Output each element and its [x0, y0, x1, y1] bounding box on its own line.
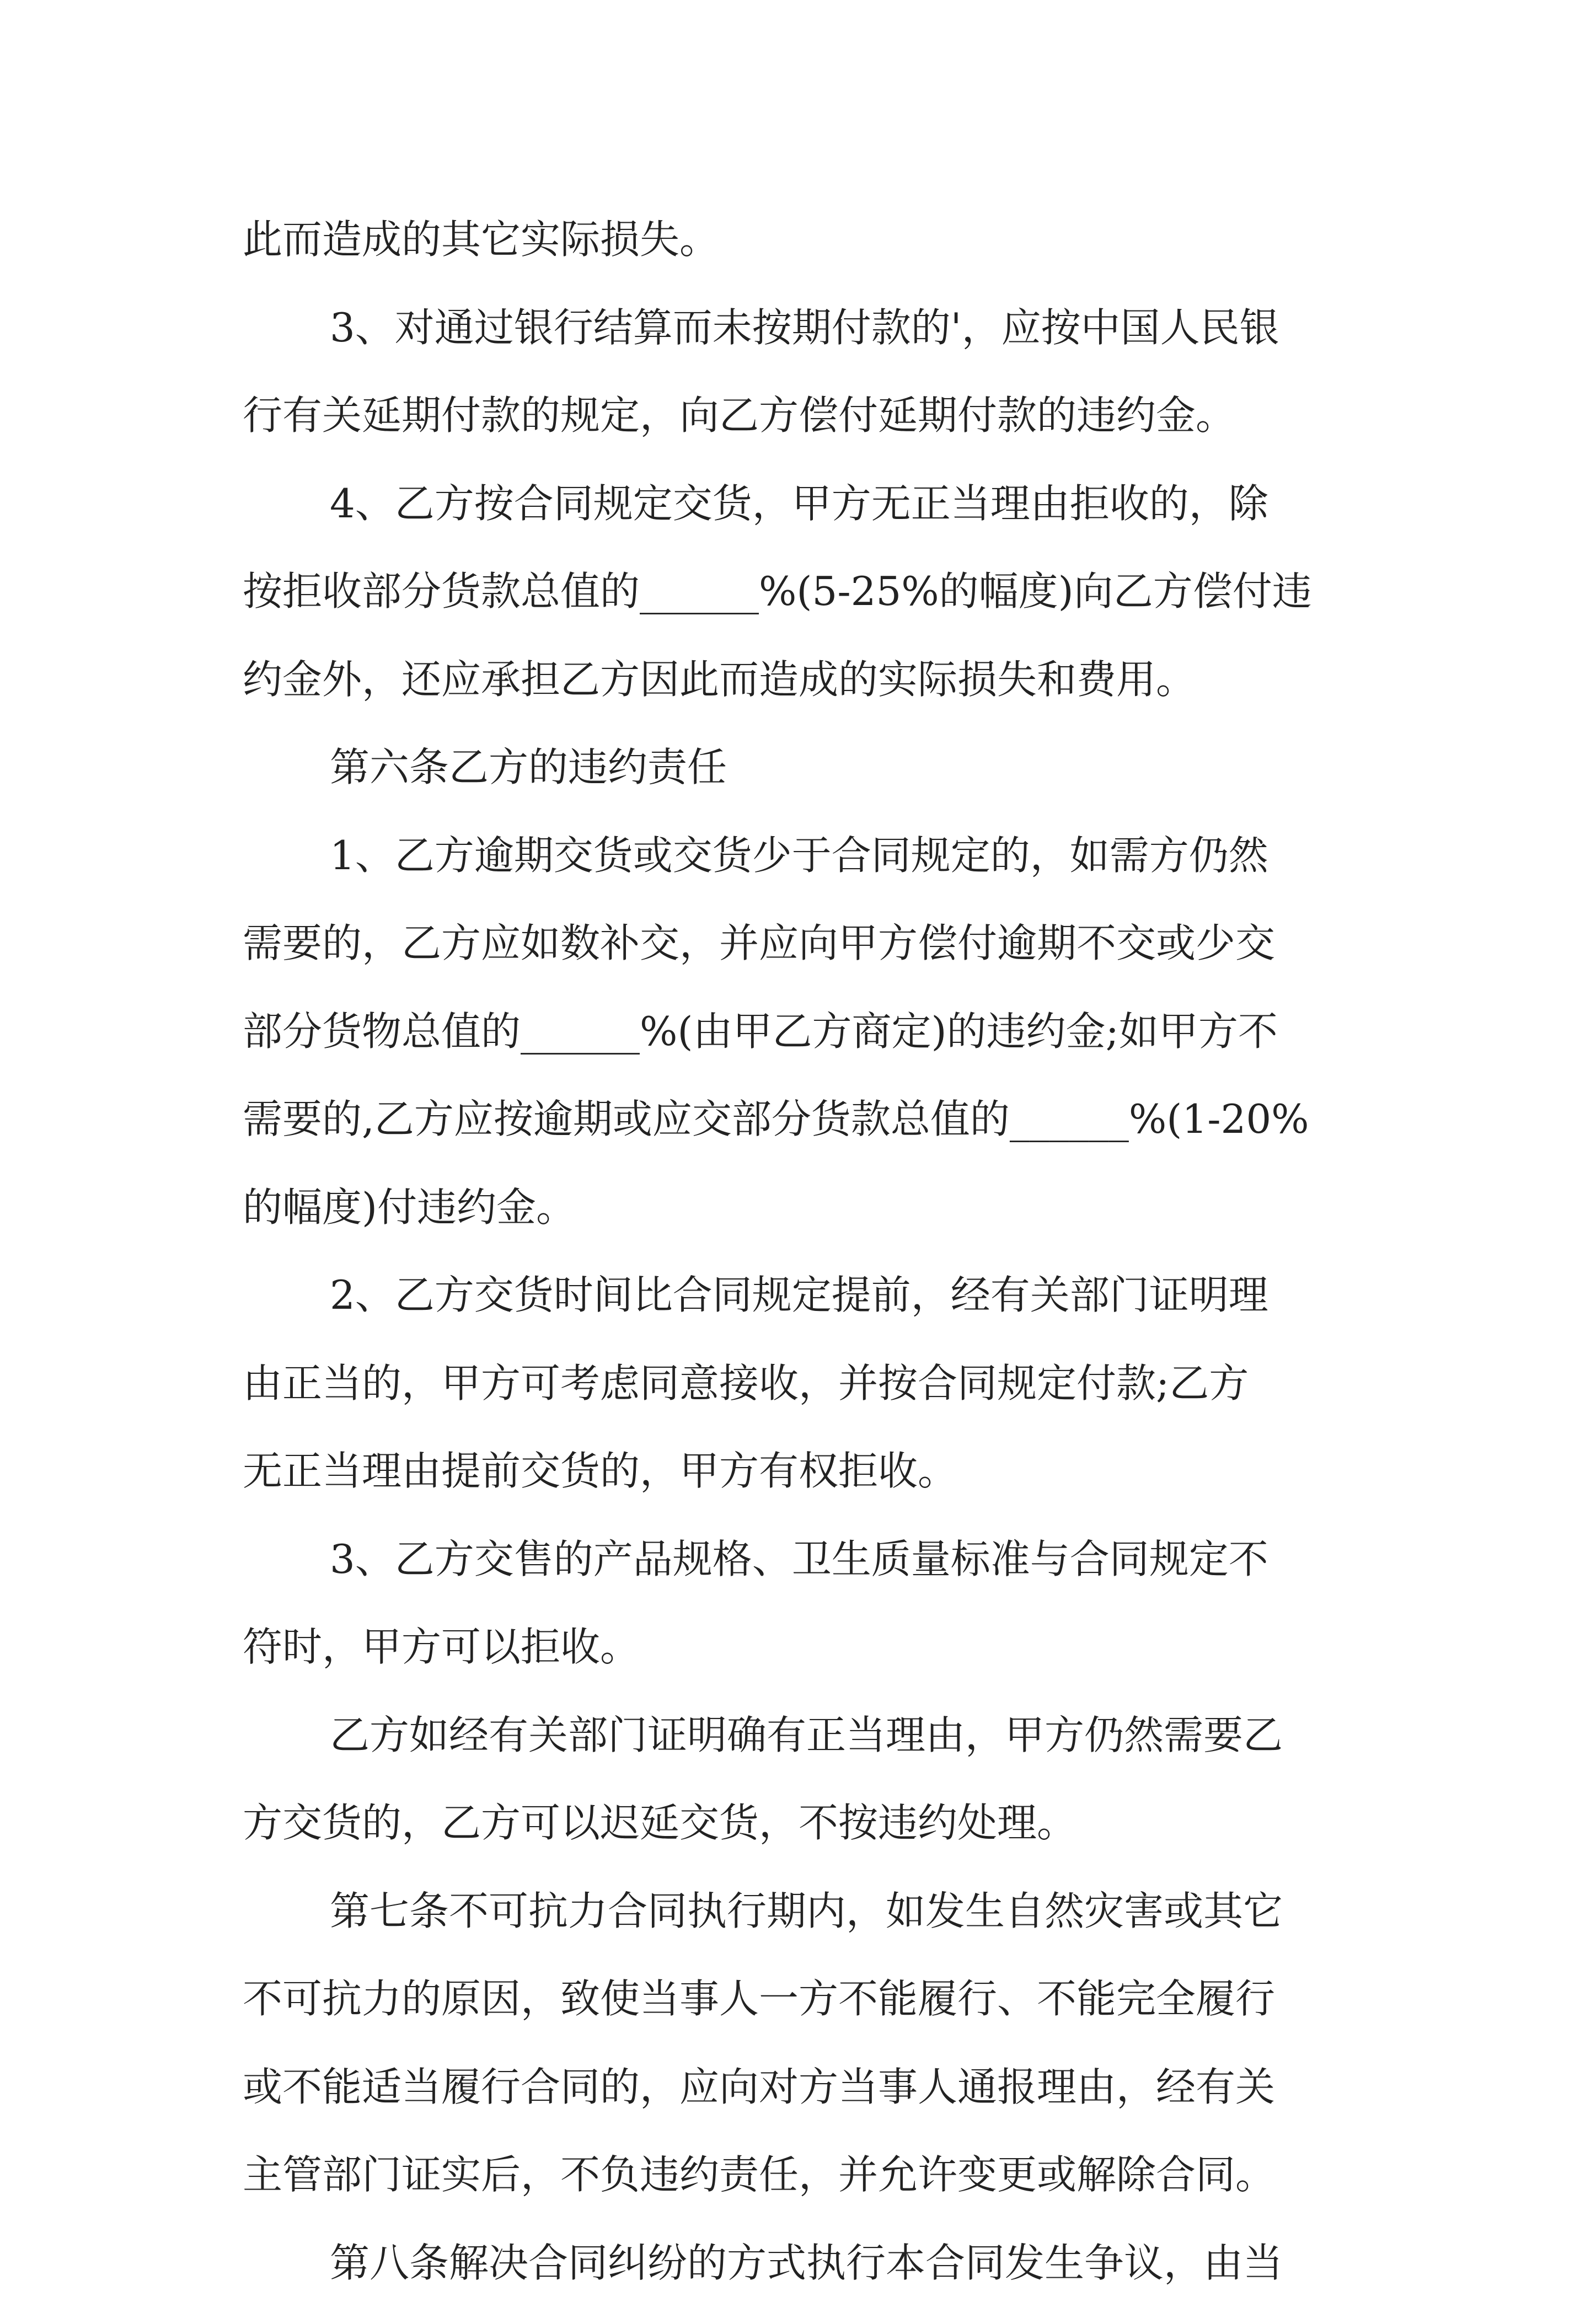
text-line-22: 或不能适当履行合同的，应向对方当事人通报理由，经有关: [243, 2043, 1373, 2132]
text-line-14: 由正当的，甲方可考虑同意接收，并按合同规定付款;乙方: [243, 1340, 1373, 1428]
text-line-11: 需要的,乙方应按逾期或应交部分货款总值的______%(1-20%: [243, 1075, 1373, 1164]
text-line-10: 部分货物总值的______%(由甲乙方商定)的违约金;如甲方不: [243, 988, 1373, 1076]
text-line-2: 3、对通过银行结算而未按期付款的'，应按中国人民银: [243, 284, 1373, 372]
section-heading-article-6: 第六条乙方的违约责任: [243, 724, 1373, 812]
text-line-16: 3、乙方交售的产品规格、卫生质量标准与合同规定不: [243, 1516, 1373, 1604]
text-line-4: 4、乙方按合同规定交货，甲方无正当理由拒收的，除: [243, 460, 1373, 548]
text-line-23: 主管部门证实后，不负违约责任，并允许变更或解除合同。: [243, 2131, 1373, 2219]
text-line-9: 需要的，乙方应如数补交，并应向甲方偿付逾期不交或少交: [243, 900, 1373, 988]
text-line-19: 方交货的，乙方可以迟延交货，不按违约处理。: [243, 1779, 1373, 1867]
document-body: [243, 196, 1373, 2307]
section-heading-article-7: 第七条不可抗力合同执行期内，如发生自然灾害或其它: [243, 1867, 1373, 1956]
text-line-8: 1、乙方逾期交货或交货少于合同规定的，如需方仍然: [243, 812, 1373, 900]
text-line-21: 不可抗力的原因，致使当事人一方不能履行、不能完全履行: [243, 1955, 1373, 2043]
text-line-17: 符时，甲方可以拒收。: [243, 1603, 1373, 1692]
text-line-18: 乙方如经有关部门证明确有正当理由，甲方仍然需要乙: [243, 1692, 1373, 1780]
text-line-3: 行有关延期付款的规定，向乙方偿付延期付款的违约金。: [243, 372, 1373, 460]
section-heading-article-8: 第八条解决合同纠纷的方式执行本合同发生争议，由当: [243, 2219, 1373, 2307]
text-line-6: 约金外，还应承担乙方因此而造成的实际损失和费用。: [243, 636, 1373, 724]
text-line-12: 的幅度)付违约金。: [243, 1164, 1373, 1252]
text-line-15: 无正当理由提前交货的，甲方有权拒收。: [243, 1427, 1373, 1516]
text-line-13: 2、乙方交货时间比合同规定提前，经有关部门证明理: [243, 1251, 1373, 1340]
text-line-1: 此而造成的其它实际损失。: [243, 196, 1373, 284]
text-line-5: 按拒收部分货款总值的______%(5-25%的幅度)向乙方偿付违: [243, 548, 1373, 636]
